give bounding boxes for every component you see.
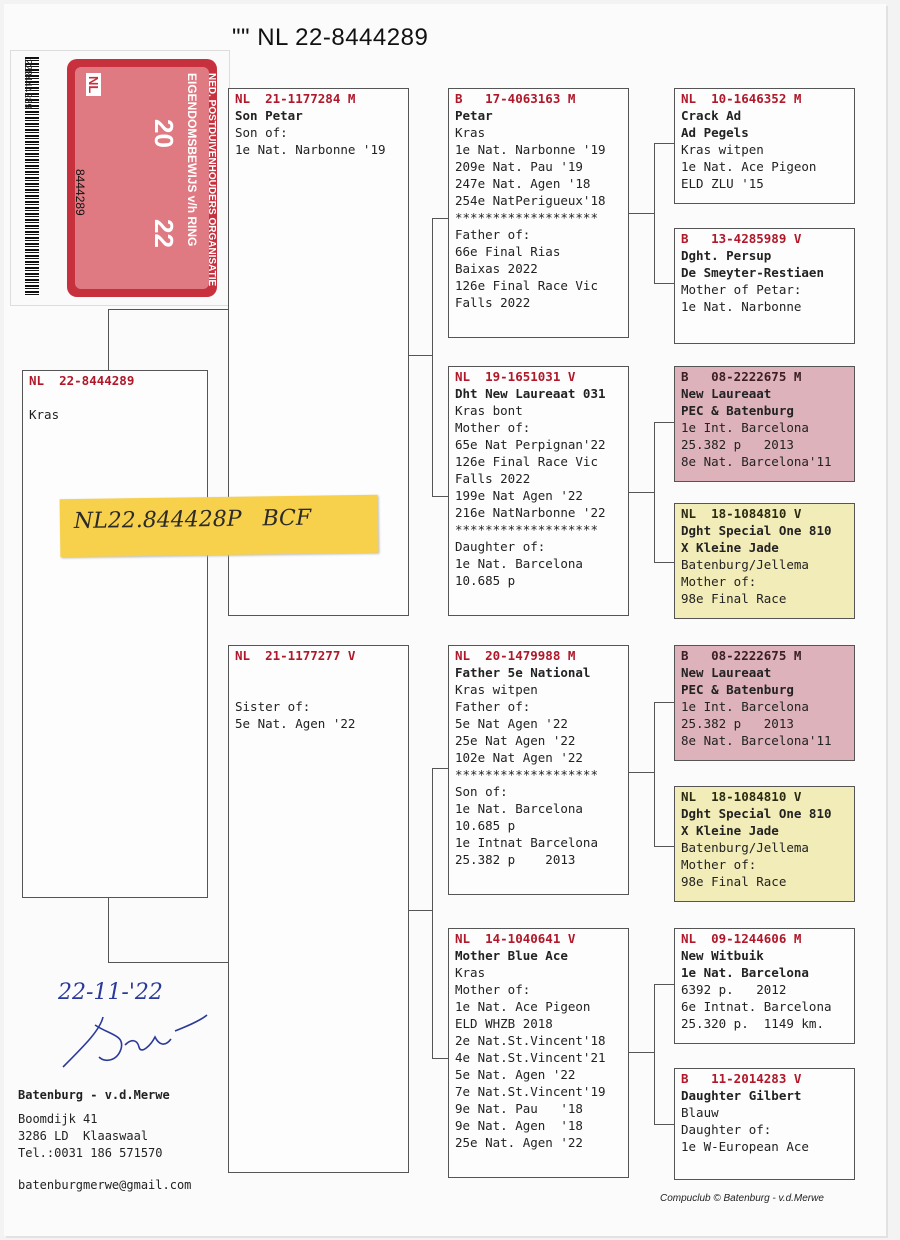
ring-number: B 13-4285989 V: [681, 231, 802, 246]
detail-line: 25.382 p 2013: [681, 437, 794, 452]
great-grandparent-box: [674, 366, 855, 482]
detail-line: 8e Nat. Barcelona'11: [681, 454, 832, 469]
connector-line: [654, 1124, 674, 1125]
signature-date: 22-11-'22: [58, 980, 163, 1005]
connector-line: [108, 309, 230, 310]
detail-line: *******************: [455, 767, 598, 782]
pigeon-name-2: Ad Pegels: [681, 125, 749, 140]
detail-line: 1e Nat. Ace Pigeon: [455, 999, 591, 1014]
detail-line: 5e Nat Agen '22: [455, 716, 568, 731]
detail-line: 25.382 p 2013: [681, 716, 794, 731]
subject-pigeon-box: [22, 370, 208, 898]
detail-line: 209e Nat. Pau '19: [455, 159, 583, 174]
detail-line: *******************: [455, 210, 598, 225]
detail-line: 5e Nat. Agen '22: [455, 1067, 576, 1082]
detail-line: Batenburg/Jellema: [681, 840, 809, 855]
connector-line: [654, 984, 674, 985]
detail-line: 1e Nat. Barcelona: [455, 801, 583, 816]
detail-line: ELD ZLU '15: [681, 176, 764, 191]
breeder-city: 3286 LD Klaaswaal: [18, 1129, 149, 1143]
sticky-note: [60, 495, 379, 557]
connector-line: [654, 984, 655, 1124]
detail-line: Father of:: [455, 699, 531, 714]
connector-line: [432, 218, 448, 219]
detail-line: Kras: [455, 965, 486, 980]
detail-line: 1e W-European Ace: [681, 1139, 809, 1154]
detail-line: Kras: [29, 407, 60, 422]
great-grandparent-box: [674, 88, 855, 204]
ring-number: NL 14-1040641 V: [455, 931, 576, 946]
detail-line: 98e Final Race: [681, 591, 787, 606]
ring-number: NL 18-1084810 V: [681, 789, 802, 804]
detail-line: Mother of:: [455, 420, 531, 435]
pigeon-name: Son Petar: [235, 108, 303, 123]
breeder-email: batenburgmerwe@gmail.com: [18, 1178, 192, 1192]
detail-line: Falls 2022: [455, 471, 531, 486]
detail-line: 126e Final Race Vic: [455, 278, 598, 293]
detail-line: Kras witpen: [681, 142, 764, 157]
detail-line: 25e Nat Agen '22: [455, 733, 576, 748]
pigeon-name: Dht New Laureaat 031: [455, 386, 606, 401]
detail-line: Baixas 2022: [455, 261, 538, 276]
connector-line: [654, 143, 674, 144]
detail-line: 98e Final Race: [681, 874, 787, 889]
detail-line: 10.685 p: [455, 818, 516, 833]
handwritten-signature: [55, 1005, 215, 1075]
ring-number: NL 10-1646352 M: [681, 91, 802, 106]
detail-line: Kras bont: [455, 403, 523, 418]
card-red-panel: [67, 59, 217, 297]
connector-line: [654, 143, 655, 283]
detail-line: 2e Nat.St.Vincent'18: [455, 1033, 606, 1048]
pigeon-name: Crack Ad: [681, 108, 742, 123]
detail-line: 6392 p. 2012: [681, 982, 787, 997]
detail-line: Mother of:: [681, 857, 757, 872]
detail-line: 9e Nat. Agen '18: [455, 1118, 583, 1133]
detail-line: Son of:: [455, 784, 508, 799]
pigeon-name: Mother Blue Ace: [455, 948, 568, 963]
detail-line: Falls 2022: [455, 295, 531, 310]
sticky-note-text: NL22.844428P BCF: [73, 505, 312, 535]
connector-line: [108, 898, 109, 962]
detail-line: Kras: [455, 125, 486, 140]
detail-line: Kras witpen: [455, 682, 538, 697]
connector-line: [654, 283, 674, 284]
ring-number: NL 18-1084810 V: [681, 506, 802, 521]
card-title: NED. POSTDUIVENHOUDERS ORGANISATIE: [206, 73, 217, 287]
ring-number: NL 20-1479988 M: [455, 648, 576, 663]
connector-line: [432, 496, 448, 497]
grandparent-box: [448, 88, 629, 338]
detail-line: 1e Nat. Barcelona: [455, 556, 583, 571]
ring-number: B 11-2014283 V: [681, 1071, 802, 1086]
great-grandparent-box: [674, 1068, 855, 1180]
connector-line: [628, 1052, 654, 1053]
connector-line: [408, 355, 432, 356]
detail-line: 65e Nat Perpignan'22: [455, 437, 606, 452]
detail-line: 1e Nat. Narbonne '19: [455, 142, 606, 157]
connector-line: [628, 492, 654, 493]
pigeon-name-2: De Smeyter-Restiaen: [681, 265, 824, 280]
parent-box-dam: [228, 645, 409, 1173]
connector-line: [654, 846, 674, 847]
breeder-address: Boomdijk 41: [18, 1112, 98, 1126]
detail-line: 25.382 p 2013: [455, 852, 576, 867]
great-grandparent-box: [674, 228, 855, 344]
detail-line: 7e Nat.St.Vincent'19: [455, 1084, 606, 1099]
great-grandparent-box: [674, 928, 855, 1044]
detail-line: Mother of:: [455, 982, 531, 997]
detail-line: Son of:: [235, 125, 288, 140]
detail-line: *******************: [455, 522, 598, 537]
detail-line: 216e NatNarbonne '22: [455, 505, 606, 520]
pigeon-name-2: X Kleine Jade: [681, 823, 779, 838]
detail-line: Daughter of:: [681, 1122, 772, 1137]
connector-line: [654, 422, 674, 423]
connector-line: [432, 768, 433, 1058]
card-subtitle: EIGENDOMSBEWIJS v/h RING: [185, 73, 199, 247]
pigeon-name: Father 5e National: [455, 665, 591, 680]
detail-line: Mother of:: [681, 574, 757, 589]
connector-line: [432, 218, 433, 496]
pigeon-name-2: 1e Nat. Barcelona: [681, 965, 809, 980]
connector-line: [432, 1058, 448, 1059]
card-ring-no: 8444289: [73, 169, 87, 216]
detail-line: Sister of:: [235, 699, 311, 714]
detail-line: 10.685 p: [455, 573, 516, 588]
great-grandparent-box: [674, 503, 855, 619]
detail-line: 254e NatPerigueux'18: [455, 193, 606, 208]
detail-line: Blauw: [681, 1105, 719, 1120]
ring-number: NL 21-1177277 V: [235, 648, 356, 663]
detail-line: 1e Nat. Narbonne: [681, 299, 802, 314]
pigeon-name: New Witbuik: [681, 948, 764, 963]
footer-credit: Compuclub © Batenburg - v.d.Merwe: [660, 1193, 824, 1204]
pigeon-name: Dght Special One 810: [681, 523, 832, 538]
detail-line: 5e Nat. Agen '22: [235, 716, 356, 731]
connector-line: [654, 422, 655, 562]
page-title: "" NL 22-8444289: [232, 24, 429, 51]
pigeon-name-2: X Kleine Jade: [681, 540, 779, 555]
connector-line: [654, 702, 674, 703]
connector-line: [432, 768, 448, 769]
detail-line: Daughter of:: [455, 539, 546, 554]
pigeon-name-2: PEC & Batenburg: [681, 403, 794, 418]
connector-line: [628, 772, 654, 773]
pigeon-name: Dght Special One 810: [681, 806, 832, 821]
detail-line: ELD WHZB 2018: [455, 1016, 553, 1031]
pigeon-name: New Laureaat: [681, 665, 772, 680]
connector-line: [654, 562, 674, 563]
pigeon-name: Daughter Gilbert: [681, 1088, 802, 1103]
card-year-left: 20: [149, 119, 179, 148]
detail-line: 1e Int. Barcelona: [681, 699, 809, 714]
ring-number: B 08-2222675 M: [681, 648, 802, 663]
breeder-phone: Tel.:0031 186 571570: [18, 1146, 163, 1160]
detail-line: 247e Nat. Agen '18: [455, 176, 591, 191]
grandparent-box: [448, 366, 629, 616]
ring-number: NL 19-1651031 V: [455, 369, 576, 384]
breeder-name: Batenburg - v.d.Merwe: [18, 1088, 170, 1102]
ring-number: NL 22-8444289: [29, 373, 135, 388]
card-serial: 228444289: [22, 59, 33, 110]
ring-number: NL 21-1177284 M: [235, 91, 356, 106]
detail-line: Mother of Petar:: [681, 282, 802, 297]
card-country: NL: [86, 73, 101, 96]
ring-number: B 08-2222675 M: [681, 369, 802, 384]
great-grandparent-box: [674, 786, 855, 902]
card-year-right: 22: [149, 219, 179, 248]
detail-line: 66e Final Rias: [455, 244, 561, 259]
connector-line: [654, 702, 655, 846]
detail-line: 102e Nat Agen '22: [455, 750, 583, 765]
detail-line: 1e Nat. Narbonne '19: [235, 142, 386, 157]
connector-line: [628, 213, 654, 214]
detail-line: 1e Int. Barcelona: [681, 420, 809, 435]
detail-line: 9e Nat. Pau '18: [455, 1101, 583, 1116]
connector-line: [108, 309, 109, 371]
detail-line: Father of:: [455, 227, 531, 242]
detail-line: 199e Nat Agen '22: [455, 488, 583, 503]
great-grandparent-box: [674, 645, 855, 761]
connector-line: [108, 962, 230, 963]
ring-number: B 17-4063163 M: [455, 91, 576, 106]
ownership-card: [10, 50, 230, 306]
detail-line: 8e Nat. Barcelona'11: [681, 733, 832, 748]
pigeon-name-2: PEC & Batenburg: [681, 682, 794, 697]
connector-line: [408, 910, 432, 911]
pigeon-name: Dght. Persup: [681, 248, 772, 263]
ring-number: NL 09-1244606 M: [681, 931, 802, 946]
pigeon-name: New Laureaat: [681, 386, 772, 401]
detail-line: 4e Nat.St.Vincent'21: [455, 1050, 606, 1065]
pigeon-name: Petar: [455, 108, 493, 123]
grandparent-box: [448, 645, 629, 895]
detail-line: 6e Intnat. Barcelona: [681, 999, 832, 1014]
detail-line: 126e Final Race Vic: [455, 454, 598, 469]
detail-line: 1e Nat. Ace Pigeon: [681, 159, 817, 174]
detail-line: 1e Intnat Barcelona: [455, 835, 598, 850]
detail-line: 25.320 p. 1149 km.: [681, 1016, 824, 1031]
detail-line: 25e Nat. Agen '22: [455, 1135, 583, 1150]
grandparent-box: [448, 928, 629, 1178]
detail-line: Batenburg/Jellema: [681, 557, 809, 572]
